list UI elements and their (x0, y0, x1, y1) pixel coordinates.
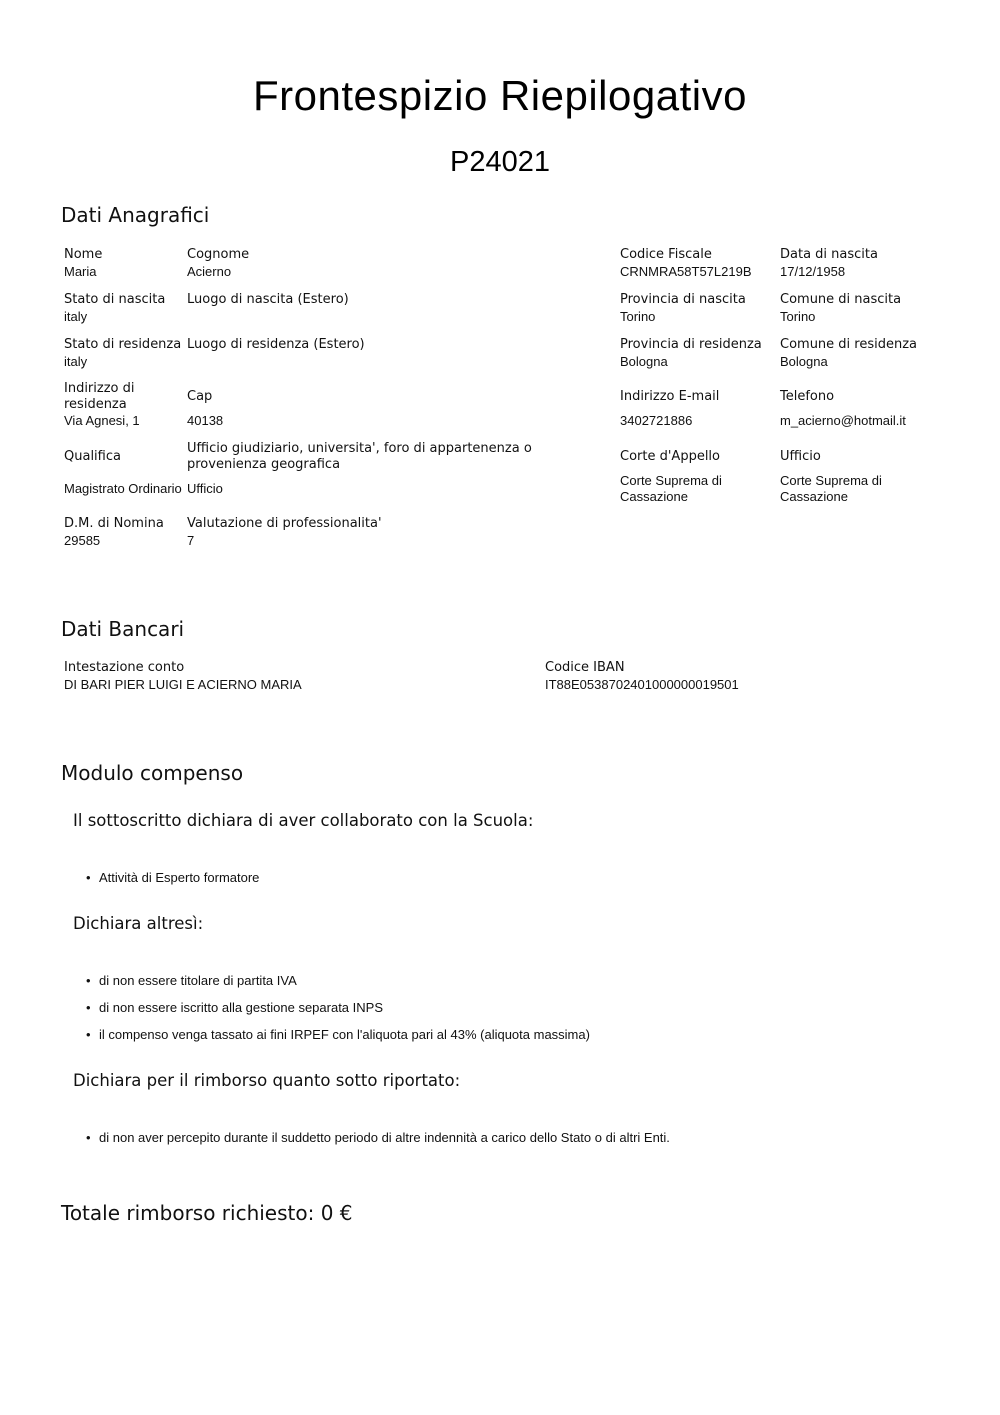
ufficio-label: Ufficio (780, 449, 821, 464)
intestazione-value: DI BARI PIER LUIGI E ACIERNO MARIA (64, 677, 302, 692)
cognome-label: Cognome (187, 247, 250, 262)
provincia-nascita-value: Torino (620, 309, 656, 324)
ufficio-giudiziario-value: Ufficio (187, 481, 223, 496)
stato-nascita-value: italy (64, 309, 88, 324)
document-code: P24021 (450, 146, 550, 178)
document-title: Frontespizio Riepilogativo (253, 72, 747, 119)
luogo-nascita-estero-label: Luogo di nascita (Estero) (187, 292, 349, 307)
comune-residenza-label: Comune di residenza (780, 337, 918, 352)
telefono-label: Telefono (780, 389, 835, 404)
iban-label: Codice IBAN (545, 660, 625, 675)
luogo-residenza-estero-label: Luogo di residenza (Estero) (187, 337, 365, 352)
cap-value: 40138 (187, 413, 224, 428)
cognome-value: Acierno (187, 264, 232, 279)
indirizzo-residenza-label: Indirizzo di residenza (64, 381, 135, 412)
ufficio-value: Corte Suprema di Cassazione (780, 473, 882, 504)
codice-fiscale-value: CRNMRA58T57L219B (620, 264, 752, 279)
data-nascita-label: Data di nascita (780, 247, 878, 262)
dm-nomina-value: 29585 (64, 533, 101, 548)
email-label: Indirizzo E-mail (620, 389, 720, 404)
comune-nascita-label: Comune di nascita (780, 292, 902, 307)
stato-residenza-label: Stato di residenza (64, 337, 182, 352)
list-item: • di non aver percepito durante il suddetto periodo di altre indennità a carico dello Stato o di altri Enti. (99, 1130, 670, 1146)
corte-appello-label: Corte d'Appello (620, 449, 721, 464)
codice-fiscale-label: Codice Fiscale (620, 247, 712, 262)
dichiara-intro: Dichiara altresì: (73, 914, 204, 933)
cap-label: Cap (187, 389, 213, 404)
provincia-residenza-label: Provincia di residenza (620, 337, 762, 352)
list-item: • di non essere iscritto alla gestione separata INPS (99, 1000, 383, 1016)
valutazione-value: 7 (187, 533, 195, 548)
email-value: 3402721886 (620, 413, 693, 428)
section-compenso-title: Modulo compenso (61, 761, 244, 785)
comune-nascita-value: Torino (780, 309, 816, 324)
comune-residenza-value: Bologna (780, 354, 828, 369)
corte-appello-value: Corte Suprema di Cassazione (620, 473, 722, 504)
section-bancari-title: Dati Bancari (61, 617, 185, 641)
list-item: • di non essere titolare di partita IVA (99, 973, 297, 989)
telefono-value: m_acierno@hotmail.it (780, 413, 906, 428)
section-anagrafica-title: Dati Anagrafici (61, 203, 210, 227)
data-nascita-value: 17/12/1958 (780, 264, 846, 279)
qualifica-value: Magistrato Ordinario (64, 481, 182, 496)
intestazione-label: Intestazione conto (64, 660, 185, 675)
nome-label: Nome (64, 247, 103, 262)
provincia-nascita-label: Provincia di nascita (620, 292, 746, 307)
iban-value: IT88E0538702401000000019501 (545, 677, 739, 692)
totale-rimborso: Totale rimborso richiesto: 0 € (61, 1201, 353, 1225)
list-item: • Attività di Esperto formatore (99, 870, 259, 886)
rimborso-intro: Dichiara per il rimborso quanto sotto riportato: (73, 1071, 461, 1090)
provincia-residenza-value: Bologna (620, 354, 668, 369)
stato-residenza-value: italy (64, 354, 88, 369)
collaborazione-intro: Il sottoscritto dichiara di aver collaborato con la Scuola: (73, 811, 534, 830)
valutazione-label: Valutazione di professionalita' (187, 516, 382, 531)
nome-value: Maria (64, 264, 97, 279)
list-item: • il compenso venga tassato ai fini IRPEF con l'aliquota pari al 43% (aliquota massima) (99, 1027, 590, 1043)
qualifica-label: Qualifica (64, 449, 121, 464)
indirizzo-residenza-value: Via Agnesi, 1 (64, 413, 140, 428)
ufficio-giudiziario-label: Ufficio giudiziario, universita', foro di appartenenza o provenienza geografica (187, 441, 532, 472)
stato-nascita-label: Stato di nascita (64, 292, 166, 307)
dm-nomina-label: D.M. di Nomina (64, 516, 164, 531)
